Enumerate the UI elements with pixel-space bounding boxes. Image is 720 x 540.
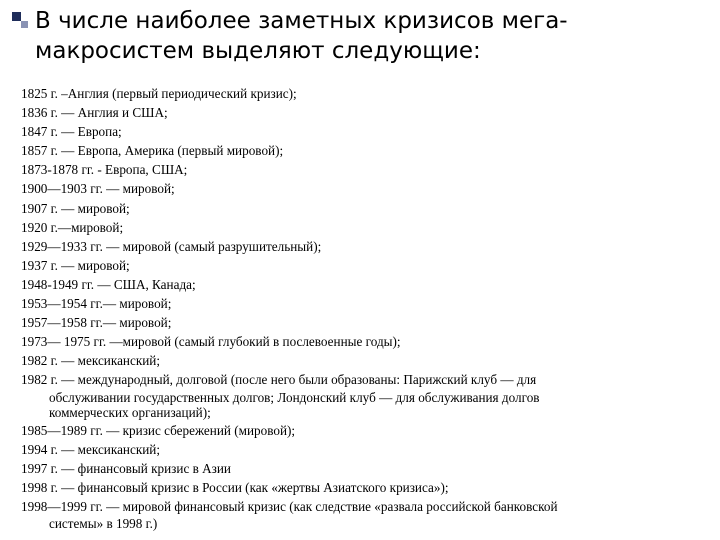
crisis-list-item <box>21 294 701 313</box>
crisis-list-item <box>21 275 701 294</box>
crisis-text: 1953—1954 гг.— мировой; <box>21 296 172 312</box>
title-line-1: В числе наиболее заметных кризисов мега- <box>35 8 568 34</box>
crisis-text: 1857 г. — Европа, Америка (первый мировой); <box>21 143 284 159</box>
title-bullet-icon <box>4 5 30 31</box>
crisis-list-item <box>21 351 701 370</box>
crisis-text: 1929—1933 гг. — мировой (самый разрушительный); <box>21 238 322 254</box>
crisis-list-item <box>21 370 701 420</box>
crisis-text: 1997 г. — финансовый кризис в Азии <box>21 460 231 476</box>
crisis-text: 1873-1878 гг. - Европа, США; <box>21 162 188 178</box>
crisis-text: 1900—1903 гг. — мировой; <box>21 181 175 197</box>
title-line-2: макросистем выделяют следующие: <box>35 38 481 64</box>
crisis-list <box>21 84 701 531</box>
crisis-text: 1836 г. — Англия и США; <box>21 105 168 121</box>
crisis-text: 1973— 1975 гг. —мировой (самый глубокий в послевоенные годы); <box>21 334 401 350</box>
crisis-list-item <box>21 218 701 237</box>
crisis-list-item <box>21 440 701 459</box>
crisis-text: 1957—1958 гг.— мировой; <box>21 315 172 331</box>
crisis-text: 1948-1949 гг. — США, Канада; <box>21 276 196 292</box>
slide-title <box>35 6 675 66</box>
crisis-list-item <box>21 84 701 103</box>
crisis-text: 1847 г. — Европа; <box>21 124 122 140</box>
crisis-text: 1825 г. –Англия (первый периодический кризис); <box>21 86 297 101</box>
crisis-text: 1998 г. — финансовый кризис в России (как «жертвы Азиатского кризиса»); <box>21 479 449 495</box>
crisis-text: 1937 г. — мировой; <box>21 257 130 273</box>
crisis-text: 1998—1999 гг. — мировой финансовый кризис (как следствие «развала российской банковской <box>21 498 558 514</box>
crisis-list-item <box>21 421 701 440</box>
crisis-text: 1907 г. — мировой; <box>21 200 130 216</box>
crisis-list-item <box>21 497 701 532</box>
crisis-list-item <box>21 478 701 497</box>
crisis-list-item <box>21 256 701 275</box>
crisis-list-item <box>21 103 701 122</box>
crisis-list-item <box>21 160 701 179</box>
crisis-list-item <box>21 199 701 218</box>
crisis-text: 1982 г. — международный, долговой (после него были образованы: Парижский клуб — для <box>21 372 537 388</box>
crisis-text-continuation: системы» в 1998 г.) <box>49 515 158 531</box>
crisis-list-item <box>21 141 701 160</box>
crisis-text: 1994 г. — мексиканский; <box>21 441 161 457</box>
crisis-list-item <box>21 459 701 478</box>
crisis-text-continuation: обслуживании государственных долгов; Лондонский клуб — для обслуживания долгов <box>49 389 540 405</box>
bullet-square-dark <box>12 12 21 21</box>
crisis-list-item <box>21 179 701 198</box>
crisis-text: 1982 г. — мексиканский; <box>21 353 161 369</box>
crisis-list-item <box>21 313 701 332</box>
crisis-text-continuation: коммерческих организаций); <box>49 405 211 420</box>
crisis-text: 1920 г.—мировой; <box>21 219 124 235</box>
crisis-list-item <box>21 332 701 351</box>
crisis-list-item <box>21 122 701 141</box>
crisis-list-item <box>21 237 701 256</box>
bullet-square-light <box>21 21 28 28</box>
crisis-text: 1985—1989 гг. — кризис сбережений (мировой); <box>21 422 296 438</box>
